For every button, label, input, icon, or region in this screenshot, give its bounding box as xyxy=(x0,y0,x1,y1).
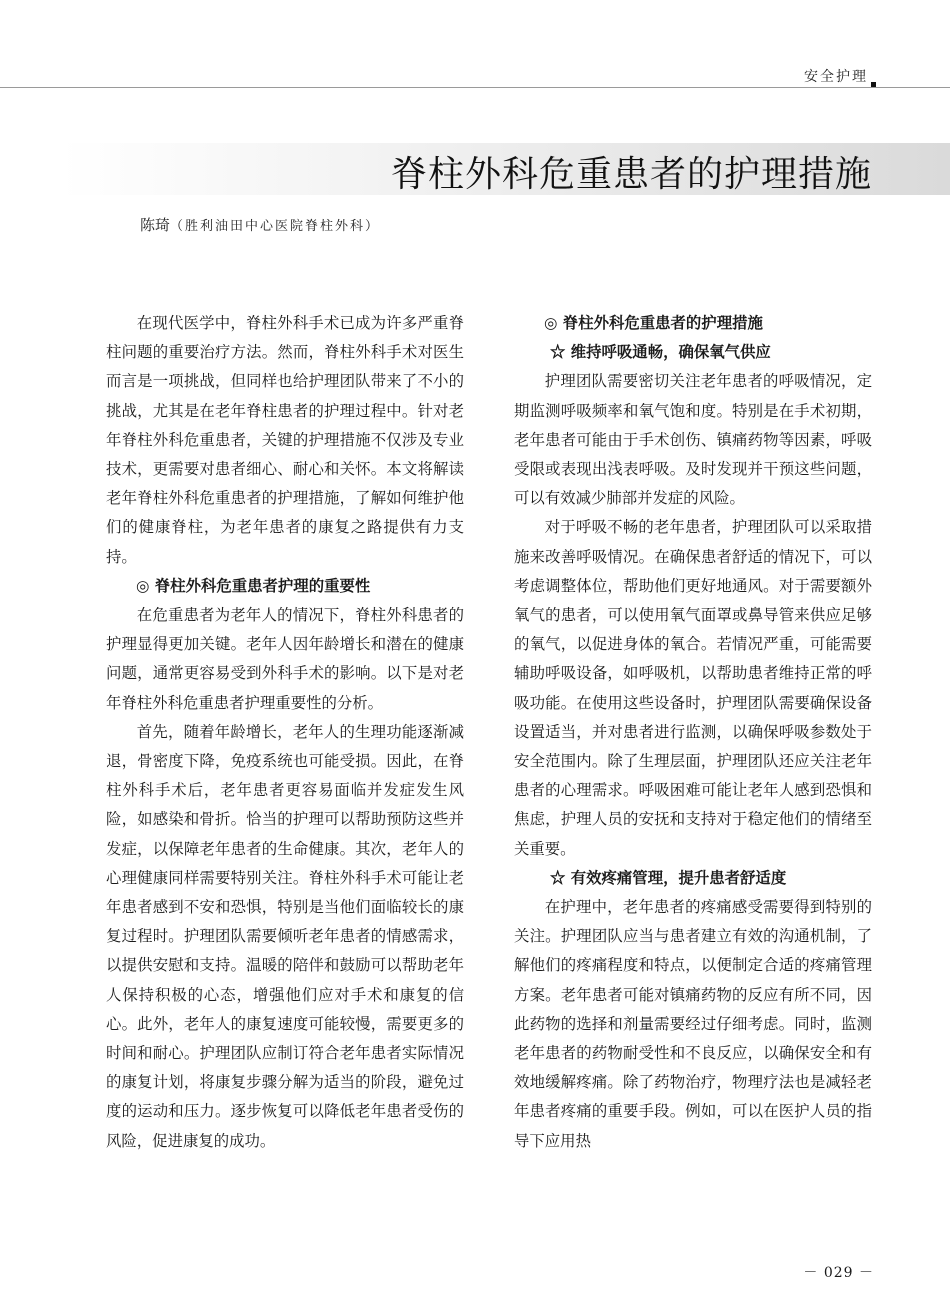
right-column xyxy=(514,309,872,1156)
subsection-heading: ☆ 维持呼吸通畅，确保氧气供应 xyxy=(550,343,771,362)
paragraph: 在危重患者为老年人的情况下，脊柱外科患者的护理显得更加关键。老年人因年龄增长和潜在的健康问题，通常更容易受到外科手术的影响。以下是对老年脊柱外科危重患者护理重要性的分析。 xyxy=(106,606,464,712)
article-title: 脊柱外科危重患者的护理措施 xyxy=(390,154,872,195)
paragraph: 护理团队需要密切关注老年患者的呼吸情况，定期监测呼吸频率和氧气饱和度。特别是在手术初期，老年患者可能由于手术创伤、镇痛药物等因素，呼吸受限或表现出浅表呼吸。及时发现并干预这些问题，可以有效减少肺部并发症的风险。 xyxy=(514,372,872,508)
paragraph: 对于呼吸不畅的老年患者，护理团队可以采取措施来改善呼吸情况。在确保患者舒适的情况下，可以考虑调整体位，帮助他们更好地通风。对于需要额外氧气的患者，可以使用氧气面罩或鼻导管来供应足够的氧气，以促进身体的氧合。若情况严重，可能需要辅助呼吸设备，如呼吸机，以帮助患者维持正常的呼吸功能。在使用这些设备时，护理团队需要确保设备设置适当，并对患者进行监测，以确保呼吸参数处于安全范围内。除了生理层面，护理团队还应关注老年患者的心理需求。呼吸困难可能让老年人感到恐惧和焦虑，护理人员的安抚和支持对于稳定他们的情绪至关重要。 xyxy=(514,518,872,858)
paragraph: 在现代医学中，脊柱外科手术已成为许多严重脊柱问题的重要治疗方法。然而，脊柱外科手术对医生而言是一项挑战，但同样也给护理团队带来了不小的挑战，尤其是在老年脊柱患者的护理过程中。针对老年脊柱外科危重患者，关键的护理措施不仅涉及专业技术，更需要对患者细心、耐心和关怀。本文将解读老年脊柱外科危重患者的护理措施，了解如何维护他们的健康脊柱，为老年患者的康复之路提供有力支持。 xyxy=(106,314,464,566)
section-heading: ◎ 脊柱外科危重患者护理的重要性 xyxy=(136,576,371,595)
page-number: － 029 － xyxy=(803,1265,874,1281)
author-affiliation: （胜利油田中心医院脊柱外科） xyxy=(170,219,381,234)
paragraph: 首先，随着年龄增长，老年人的生理功能逐渐减退，骨密度下降，免疫系统也可能受损。因此，在脊柱外科手术后，老年患者更容易面临并发症发生风险，如感染和骨折。恰当的护理可以帮助预防这些并发症，以保障老年患者的生命健康。其次，老年人的心理健康同样需要特别关注。脊柱外科手术可能让老年患者感到不安和恐惧，特别是当他们面临较长的康复过程时。护理团队需要倾听老年患者的情感需求，以提供安慰和支持。温暖的陪伴和鼓励可以帮助老年人保持积极的心态，增强他们应对手术和康复的信心。此外，老年人的康复速度可能较慢，需要更多的时间和耐心。护理团队应制订符合老年患者实际情况的康复计划，将康复步骤分解为适当的阶段，避免过度的运动和压力。逐步恢复可以降低老年患者受伤的风险，促进康复的成功。 xyxy=(106,722,464,1150)
left-column xyxy=(106,309,464,1156)
section-heading: ◎ 脊柱外科危重患者的护理措施 xyxy=(544,314,763,332)
byline xyxy=(140,214,380,235)
header-rule xyxy=(0,87,950,88)
author-name: 陈琦 xyxy=(140,216,171,234)
section-label: 安全护理 xyxy=(804,69,868,85)
subsection-heading: ☆ 有效疼痛管理，提升患者舒适度 xyxy=(550,868,787,887)
paragraph: 在护理中，老年患者的疼痛感受需要得到特别的关注。护理团队应当与患者建立有效的沟通机制，了解他们的疼痛程度和特点，以便制定合适的疼痛管理方案。老年患者可能对镇痛药物的反应有所不同，因此药物的选择和剂量需要经过仔细考虑。同时，监测老年患者的药物耐受性和不良反应，以确保安全和有效地缓解疼痛。除了药物治疗，物理疗法也是减轻老年患者疼痛的重要手段。例如，可以在医护人员的指导下应用热 xyxy=(514,898,872,1150)
